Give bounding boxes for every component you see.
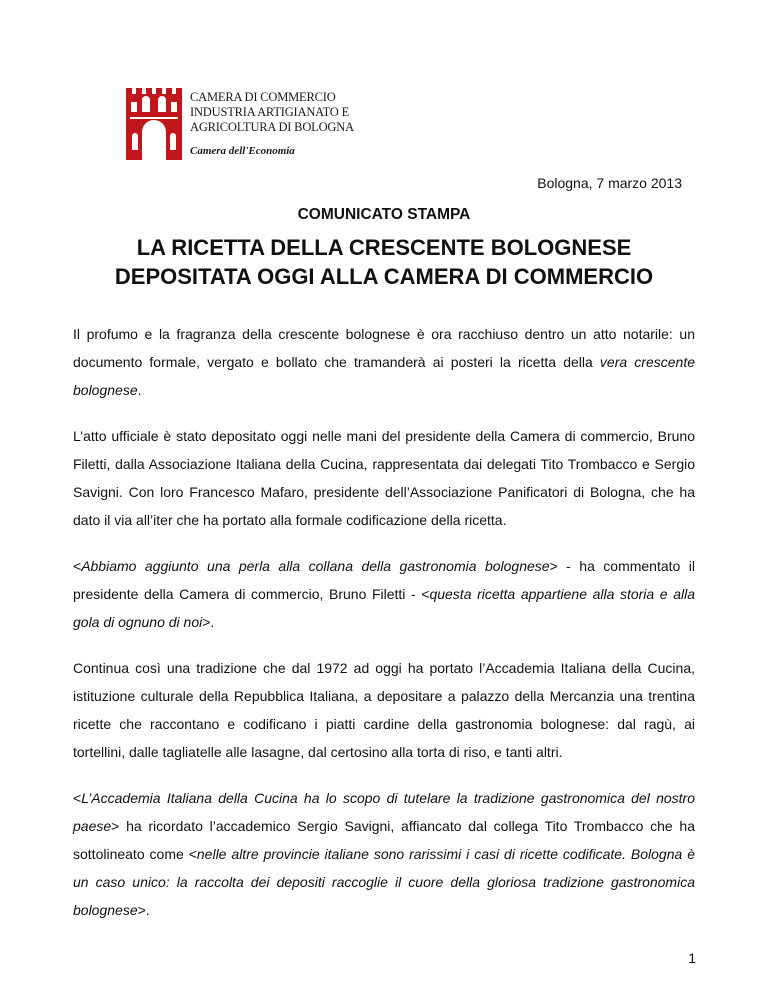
org-line-2: INDUSTRIA ARTIGIANATO E <box>190 105 349 119</box>
headline-line-1: LA RICETTA DELLA CRESCENTE BOLOGNESE <box>136 235 632 260</box>
headline-line-2: DEPOSITATA OGGI ALLA CAMERA DI COMMERCIO <box>114 264 654 289</box>
paragraph-3 <box>73 552 695 636</box>
paragraph-1 <box>73 320 695 404</box>
city-gate-logo-icon <box>126 88 182 160</box>
paragraph-5-text: > ha ricordato l’accademico Sergio Savigni, affiancato dal collega Tito Trombacco che ha sottolineato come < <box>73 818 695 862</box>
org-line-3: AGRICOLTURA DI BOLOGNA <box>190 120 354 134</box>
paragraph-3-open: < <box>73 558 82 574</box>
paragraph-5-quote-2: nelle altre provincie italiane sono rarissimi i casi di ricette codificate. Bologna è un caso unico: la raccolta dei depositi raccoglie il cuore della gloriosa tradizione gastronomica bolognese <box>73 846 695 918</box>
tagline: Camera dell'Economia <box>190 145 295 157</box>
article-body <box>73 320 695 942</box>
paragraph-5-end: >. <box>137 902 150 918</box>
paragraph-2: L’atto ufficiale è stato depositato oggi nelle mani del presidente della Camera di commercio, Bruno Filetti, dalla Associazione Italiana della Cucina, rappresentata dai delegati Tito Trombacco e Sergio Savigni. Con loro Francesco Mafaro, presidente dell’Associazione Panificatori di Bologna, che ha dato il via all’iter che ha portato alla formale codificazione della ricetta. <box>73 428 695 528</box>
headline <box>0 233 768 291</box>
page-number: 1 <box>688 950 696 966</box>
paragraph-3-quote-1: Abbiamo aggiunto una perla alla collana della gastronomia bolognese <box>81 558 550 574</box>
document-type: COMUNICATO STAMPA <box>297 206 471 223</box>
paragraph-3-quote-2: questa ricetta appartiene alla storia e alla gola di ognuno di noi <box>73 586 695 630</box>
paragraph-4: Continua così una tradizione che dal 1972 ad oggi ha portato l’Accademia Italiana della Cucina, istituzione culturale della Repubblica Italiana, a depositare a palazzo della Mercanzia una trentina ricette che raccontano e codificano i piatti cardine della gastronomia bolognese: dal ragù, ai tortellini, dalle tagliatelle alle lasagne, dal certosino alla torta di riso, e tanti altri. <box>73 660 695 760</box>
paragraph-1-emphasis: vera crescente bolognese <box>73 354 695 398</box>
org-line-1: CAMERA DI COMMERCIO <box>190 90 336 104</box>
organization-name <box>190 90 430 135</box>
paragraph-3-text: > - ha commentato il presidente della Camera di commercio, Bruno Filetti - < <box>73 558 695 602</box>
paragraph-5 <box>73 784 695 924</box>
paragraph-1-end: . <box>137 382 142 398</box>
dateline: Bologna, 7 marzo 2013 <box>537 175 682 191</box>
paragraph-5-quote-1: L’Accademia Italiana della Cucina ha lo scopo di tutelare la tradizione gastronomica del nostro paese <box>73 790 695 834</box>
paragraph-3-end: >. <box>202 614 215 630</box>
paragraph-5-open: < <box>73 790 82 806</box>
paragraph-1-text: Il profumo e la fragranza della crescente bolognese è ora racchiuso dentro un atto notarile: un documento formale, vergato e bollato che tramanderà ai posteri la ricetta della <box>73 326 695 370</box>
